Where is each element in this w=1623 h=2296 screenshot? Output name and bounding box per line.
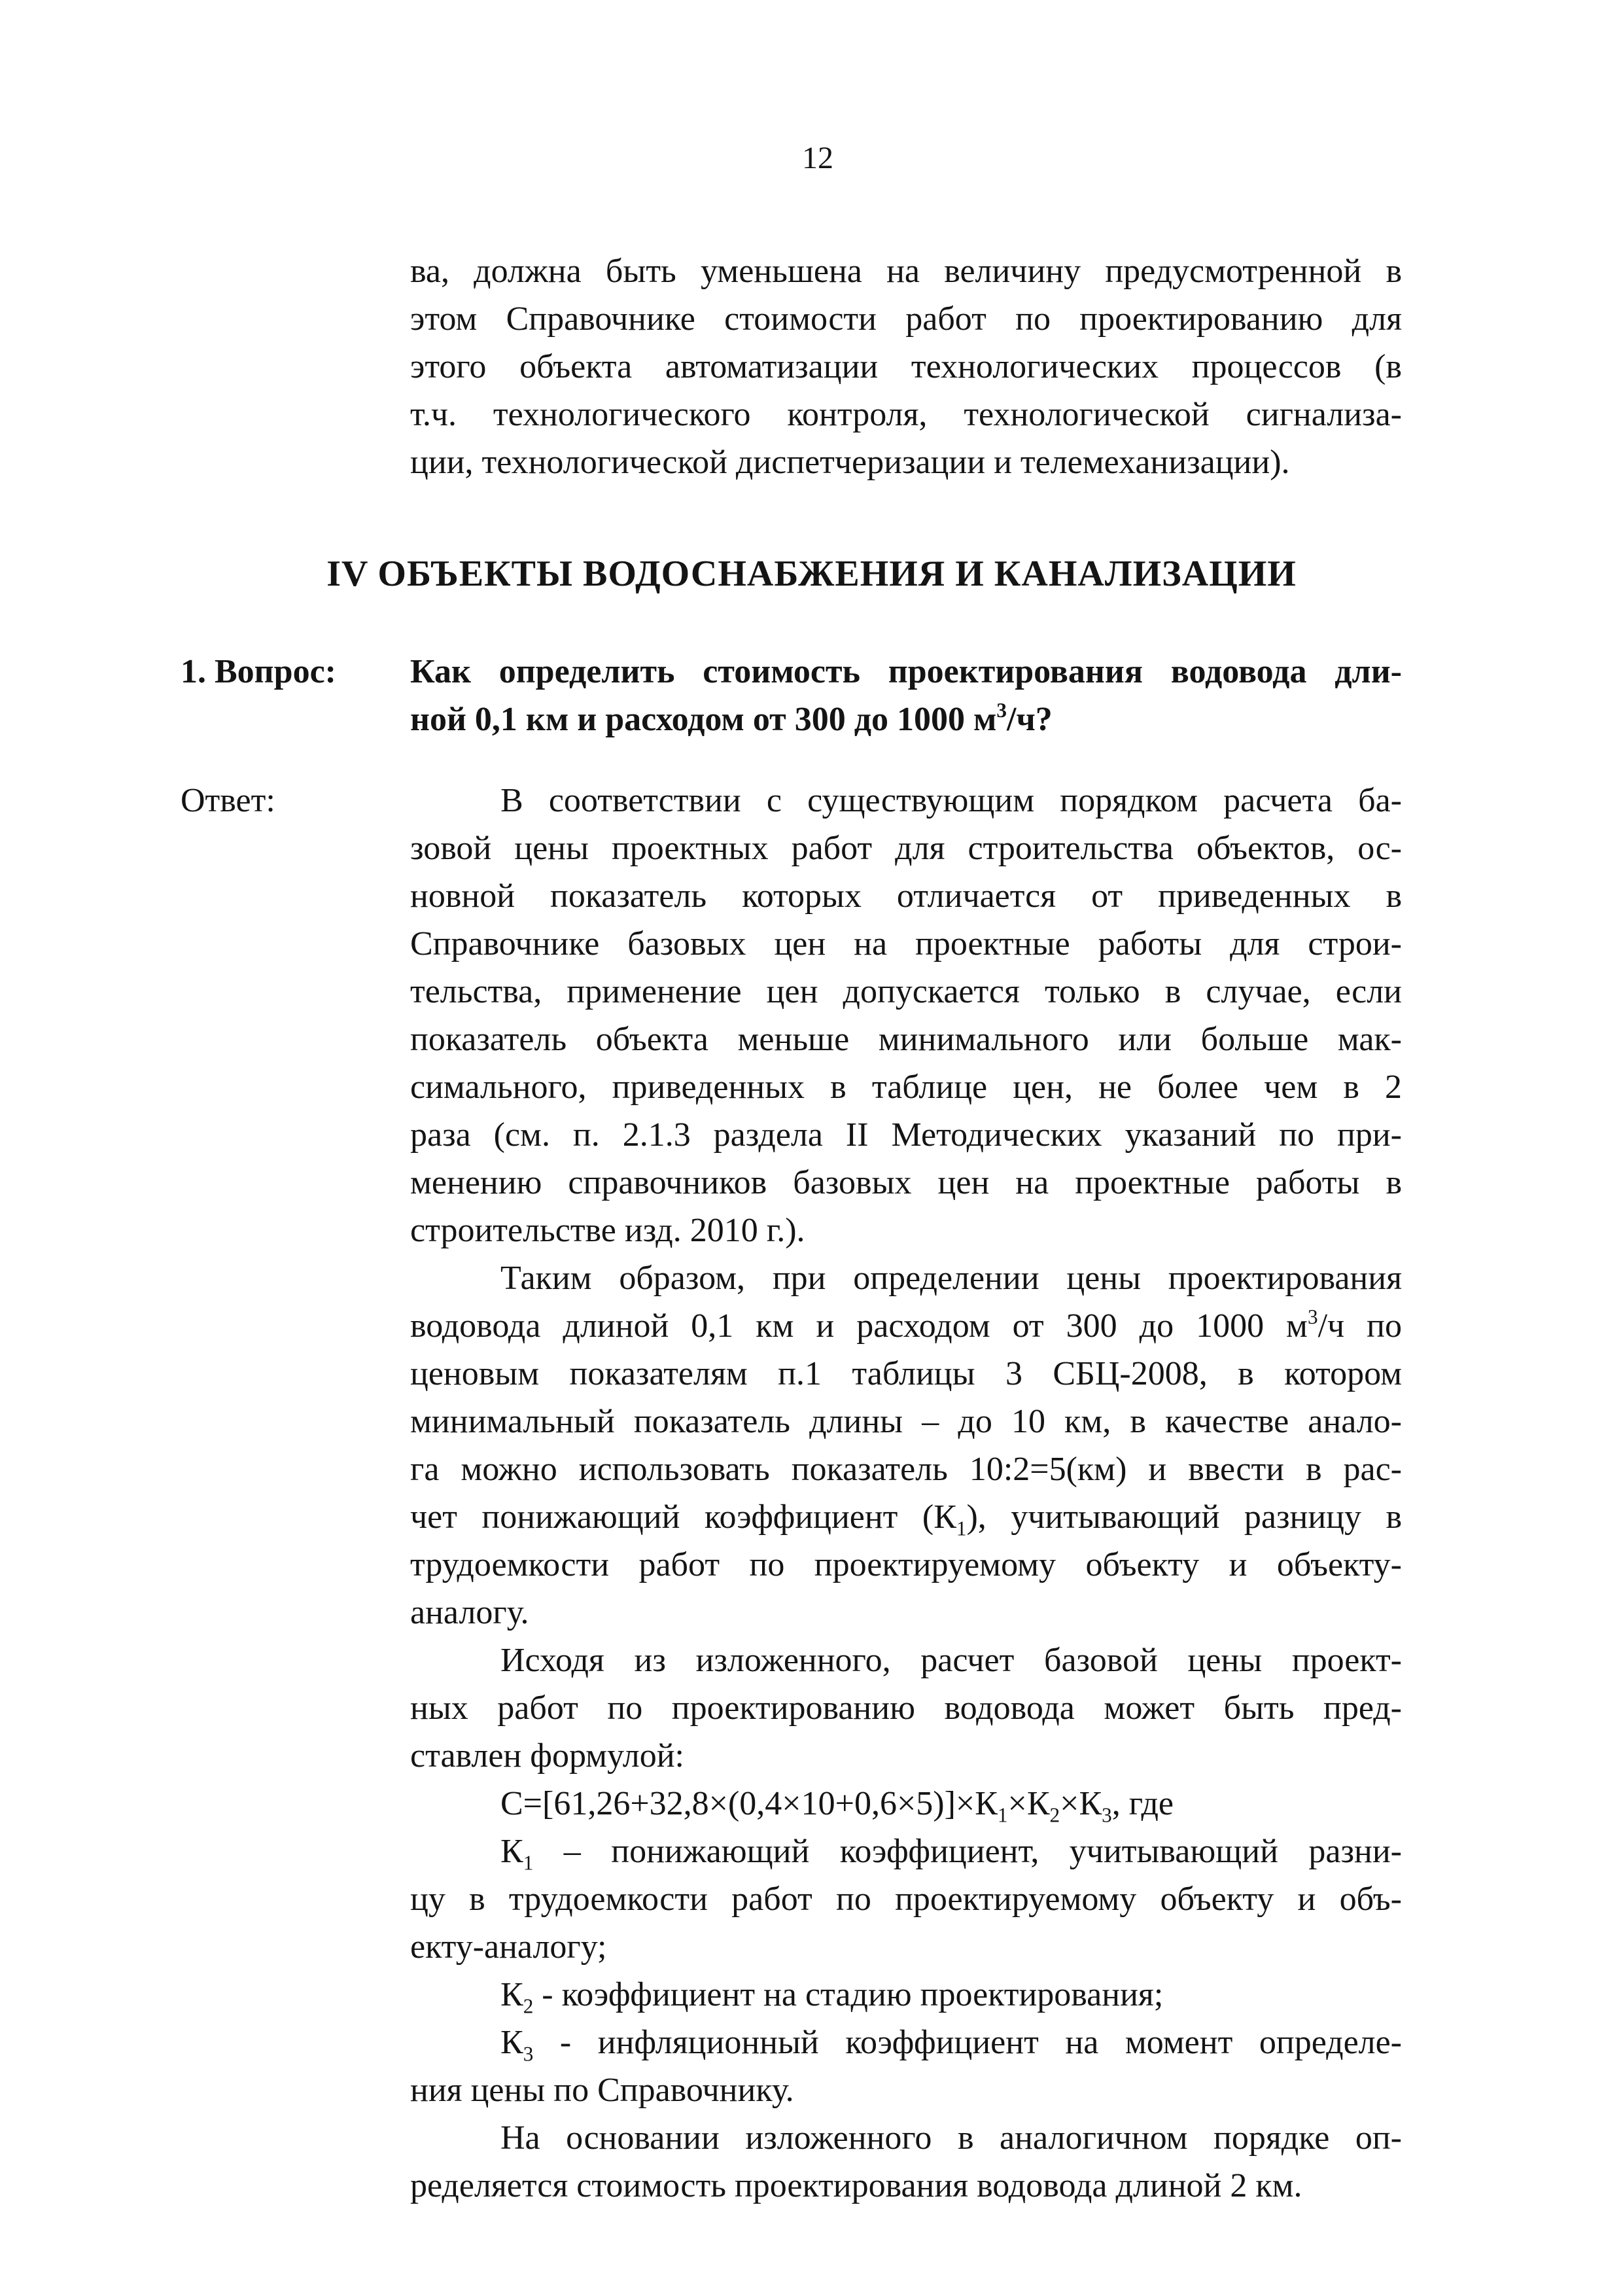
text-part: – понижающий коэффициент, учитывающий разни- bbox=[533, 1833, 1402, 1870]
question-label: 1. Вопрос: bbox=[181, 653, 336, 690]
text-line: ции, технологической диспетчеризации и телемеханизации). bbox=[410, 444, 1290, 481]
text-line: менению справочников базовых цен на проектные работы в bbox=[410, 1164, 1402, 1201]
subscript: 3 bbox=[523, 2042, 534, 2066]
formula-part: ×К bbox=[1060, 1785, 1102, 1822]
formula-part: ×К bbox=[1007, 1785, 1050, 1822]
text-line: этом Справочнике стоимости работ по проектированию для bbox=[410, 300, 1402, 338]
text-part: /ч по bbox=[1318, 1307, 1402, 1345]
answer-label: Ответ: bbox=[181, 782, 275, 819]
answer-text bbox=[410, 777, 1402, 2210]
text-line: Исходя из изложенного, расчет базовой цены проект- bbox=[500, 1642, 1402, 1679]
text-line: ных работ по проектированию водовода может быть пред- bbox=[410, 1689, 1402, 1727]
superscript: 3 bbox=[1307, 1305, 1318, 1329]
text-part: водовода длиной 0,1 км и расходом от 300 до 1000 м bbox=[410, 1307, 1308, 1345]
text-line: га можно использовать показатель 10:2=5(км) и ввести в рас- bbox=[410, 1451, 1402, 1488]
subscript: 2 bbox=[523, 1994, 534, 2018]
text-line: симального, приведенных в таблице цен, не более чем в 2 bbox=[410, 1069, 1402, 1106]
text-line: строительстве изд. 2010 г.). bbox=[410, 1212, 805, 1249]
text-line: ценовым показателям п.1 таблицы 3 СБЦ-2008, в котором bbox=[410, 1355, 1402, 1392]
subscript: 3 bbox=[1102, 1803, 1112, 1827]
text-line bbox=[410, 1302, 1402, 1350]
text-line: аналогу. bbox=[410, 1594, 529, 1631]
subscript: 2 bbox=[1049, 1803, 1060, 1827]
section-heading: IV ОБЪЕКТЫ ВОДОСНАБЖЕНИЯ И КАНАЛИЗАЦИИ bbox=[326, 554, 1297, 594]
text-line: минимальный показатель длины – до 10 км, в качестве анало- bbox=[410, 1403, 1402, 1440]
text-part: ), учитывающий разницу в bbox=[966, 1498, 1403, 1536]
subscript: 1 bbox=[956, 1517, 967, 1540]
text-line: Справочнике базовых цен на проектные работы для строи- bbox=[410, 925, 1402, 963]
page-number: 12 bbox=[802, 141, 833, 175]
text-part: К bbox=[500, 2024, 523, 2061]
question-line: Как определить стоимость проектирования водовода дли- bbox=[410, 653, 1402, 690]
text-line: ва, должна быть уменьшена на величину предусмотренной в bbox=[410, 253, 1402, 290]
text-line: ния цены по Справочнику. bbox=[410, 2072, 794, 2109]
text-line: В соответствии с существующим порядком расчета ба- bbox=[500, 782, 1402, 819]
subscript: 1 bbox=[997, 1803, 1008, 1827]
definition-k3 bbox=[410, 2019, 1402, 2066]
intro-paragraph bbox=[410, 247, 1402, 486]
superscript: 3 bbox=[996, 699, 1007, 722]
text-part: - коэффициент на стадию проектирования; bbox=[533, 1976, 1164, 2013]
text-line: тельства, применение цен допускается только в случае, если bbox=[410, 973, 1402, 1010]
text-line: На основании изложенного в аналогичном порядке оп- bbox=[500, 2119, 1402, 2157]
text-part: К bbox=[500, 1976, 523, 2013]
text-line: новной показатель которых отличается от приведенных в bbox=[410, 877, 1402, 915]
text-line bbox=[410, 1493, 1402, 1541]
formula-part: , где bbox=[1111, 1785, 1174, 1822]
question-text bbox=[410, 648, 1402, 743]
question-line-part: /ч? bbox=[1007, 701, 1053, 738]
question-line-part: ной 0,1 км и расходом от 300 до 1000 м bbox=[410, 701, 997, 738]
definition-k2 bbox=[410, 1971, 1402, 2019]
text-line: цу в трудоемкости работ по проектируемому объекту и объ- bbox=[410, 1881, 1402, 1918]
text-line: екту-аналогу; bbox=[410, 1928, 607, 1966]
text-part: К bbox=[500, 1833, 523, 1870]
question-line bbox=[410, 696, 1402, 743]
text-line: Таким образом, при определении цены проектирования bbox=[500, 1260, 1402, 1297]
formula-part: С=[61,26+32,8×(0,4×10+0,6×5)]×К bbox=[500, 1785, 998, 1822]
subscript: 1 bbox=[523, 1851, 534, 1875]
formula bbox=[410, 1780, 1402, 1828]
definition-k1 bbox=[410, 1828, 1402, 1875]
text-line: трудоемкости работ по проектируемому объекту и объекту- bbox=[410, 1546, 1402, 1583]
text-line: этого объекта автоматизации технологических процессов (в bbox=[410, 348, 1402, 385]
text-line: ставлен формулой: bbox=[410, 1737, 684, 1775]
text-line: раза (см. п. 2.1.3 раздела II Методических указаний по при- bbox=[410, 1116, 1402, 1154]
text-line: ределяется стоимость проектирования водовода длиной 2 км. bbox=[410, 2167, 1302, 2204]
text-part: - инфляционный коэффициент на момент определе- bbox=[533, 2024, 1402, 2061]
text-line: показатель объекта меньше минимального или больше мак- bbox=[410, 1021, 1402, 1058]
text-line: т.ч. технологического контроля, технологической сигнализа- bbox=[410, 396, 1402, 433]
text-part: чет понижающий коэффициент (К bbox=[410, 1498, 956, 1536]
text-line: зовой цены проектных работ для строительства объектов, ос- bbox=[410, 830, 1402, 867]
